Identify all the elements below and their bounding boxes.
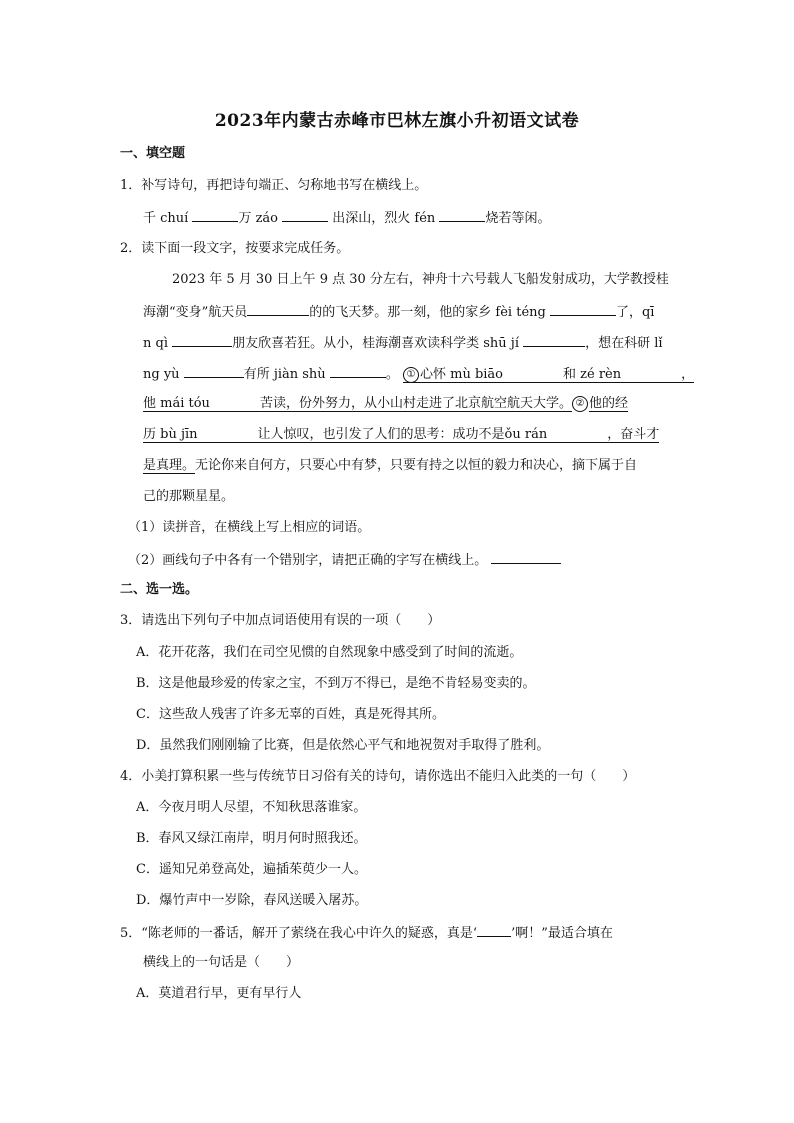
question-text: 5．“陈老师的一番话，解开了萦绕在我心中许久的疑惑，真是‘ bbox=[120, 926, 478, 941]
question-5-option-a[interactable]: A．莫道君行早，更有早行人 bbox=[136, 986, 302, 1001]
question-3-option-d[interactable]: D．虽然我们刚刚输了比赛，但是依然心平气和地祝贺对手取得了胜利。 bbox=[136, 738, 550, 753]
answer-blank[interactable] bbox=[523, 332, 585, 347]
passage-text: 海潮“变身”航天员 bbox=[143, 305, 248, 320]
question-2-stem: 2．读下面一段文字，按要求完成任务。 bbox=[120, 241, 350, 256]
underlined-sentence: ， bbox=[681, 367, 695, 382]
answer-blank[interactable] bbox=[192, 207, 238, 222]
answer-blank[interactable] bbox=[439, 207, 485, 222]
sub-question-text: （2）画线句子中各有一个错别字，请把正确的字写在横线上。 bbox=[128, 553, 492, 568]
answer-blank[interactable] bbox=[184, 363, 244, 378]
passage-line-2 bbox=[143, 301, 654, 323]
passage-text: ng yù bbox=[143, 367, 184, 382]
underlined-sentence: ǒu rán bbox=[504, 427, 548, 442]
question-4-option-a[interactable]: A．今夜月明人尽望，不知秋思落谁家。 bbox=[136, 800, 367, 815]
passage-line-4 bbox=[143, 363, 694, 385]
question-4-option-b[interactable]: B．春风又绿江南岸，明月何时照我还。 bbox=[136, 831, 367, 846]
passage-line-3 bbox=[143, 332, 663, 354]
section-choice-heading: 二、选一选。 bbox=[120, 582, 199, 597]
underlined-sentence: 和 zé rèn bbox=[563, 367, 622, 382]
question-3-option-c[interactable]: C．这些敌人残害了许多无辜的百姓，真是死得其所。 bbox=[136, 707, 445, 722]
page-title: 2023年内蒙古赤峰市巴林左旗小升初语文试卷 bbox=[214, 111, 580, 131]
question-3-option-a[interactable]: A．花开花落，我们在司空见惯的自然现象中感受到了时间的流逝。 bbox=[136, 645, 523, 660]
answer-blank[interactable] bbox=[247, 301, 309, 316]
passage-line-7 bbox=[143, 456, 637, 476]
passage-line-6 bbox=[143, 425, 659, 445]
question-2-sub-2 bbox=[128, 549, 561, 571]
underlined-sentence: 是真理。 bbox=[143, 458, 196, 473]
answer-blank[interactable] bbox=[330, 363, 386, 378]
question-4-stem: 4．小美打算积累一些与传统节日习俗有关的诗句，请你选出不能归入此类的一句（ ） bbox=[120, 769, 636, 784]
question-3-stem: 3．请选出下列句子中加点词语使用有误的一项（ ） bbox=[120, 613, 441, 628]
question-1-stem: 1．补写诗句，再把诗句端正、匀称地书写在横线上。 bbox=[120, 178, 428, 193]
underlined-sentence: 苦读，份外努力，从小山村走进了北京航空航天大学。 bbox=[259, 396, 572, 411]
underlined-sentence: 他的经 bbox=[588, 396, 628, 411]
underlined-sentence: ，奋斗才 bbox=[607, 427, 660, 442]
passage-line-1: 2023 年 5 月 30 日上午 9 点 30 分左右，神舟十六号载人飞船发射成功，大学教授桂 bbox=[172, 272, 669, 287]
passage-text: ，想在科研 lǐ bbox=[585, 336, 663, 351]
question-3-option-b[interactable]: B．这是他最珍爱的传家之宝，不到万不得已，是绝不肯轻易变卖的。 bbox=[136, 676, 536, 691]
question-4-option-d[interactable]: D．爆竹声中一岁除，春风送暖入屠苏。 bbox=[136, 893, 368, 908]
question-5-stem bbox=[120, 922, 613, 944]
question-text: ’啊！”最适合填在 bbox=[511, 926, 613, 941]
passage-text: n qì bbox=[143, 336, 173, 351]
underlined-sentence: 让人惊叹，也引发了人们的思考：成功不是 bbox=[257, 427, 505, 442]
answer-blank[interactable] bbox=[550, 301, 616, 316]
passage-text: 了，qī bbox=[615, 305, 655, 320]
question-2-sub-1: （1）读拼音，在横线上写上相应的词语。 bbox=[128, 520, 371, 535]
question-4-option-c[interactable]: C．遥知兄弟登高处，遍插茱萸少一人。 bbox=[136, 862, 367, 877]
passage-text: 。 bbox=[385, 367, 399, 382]
poem-part-4: 烧若等闲。 bbox=[485, 211, 551, 226]
poem-part-2: 万 záo bbox=[238, 211, 283, 226]
poem-part-3: 出深山，烈火 fén bbox=[328, 211, 440, 226]
passage-text: 朋友欣喜若狂。从小，桂海潮喜欢读科学类 shū jí bbox=[232, 336, 524, 351]
passage-text: 有所 jiàn shù bbox=[243, 367, 330, 382]
answer-blank[interactable] bbox=[477, 922, 511, 937]
passage-line-5 bbox=[143, 394, 628, 414]
section-fill-in-heading: 一、填空题 bbox=[120, 146, 186, 161]
question-5-stem-cont: 横线上的一句话是（ ） bbox=[143, 955, 300, 970]
circled-number-1: ① bbox=[403, 367, 419, 383]
answer-blank[interactable] bbox=[282, 207, 328, 222]
answer-blank[interactable] bbox=[491, 549, 561, 564]
question-1-poem-line bbox=[143, 207, 550, 229]
poem-part-1: 千 chuí bbox=[143, 211, 193, 226]
underlined-sentence: 心怀 mù biāo bbox=[419, 367, 504, 382]
passage-text: 无论你来自何方，只要心中有梦，只要有持之以恒的毅力和决心，摘下属于自 bbox=[195, 458, 638, 473]
underlined-sentence: 历 bù jīn bbox=[143, 427, 198, 442]
passage-line-8: 己的那颗星星。 bbox=[143, 489, 235, 504]
answer-blank[interactable] bbox=[172, 332, 232, 347]
underlined-sentence: 他 mái tóu bbox=[143, 396, 210, 411]
passage-text: 的的飞天梦。那一刻，他的家乡 fèi téng bbox=[309, 305, 550, 320]
circled-number-2: ② bbox=[572, 396, 588, 412]
